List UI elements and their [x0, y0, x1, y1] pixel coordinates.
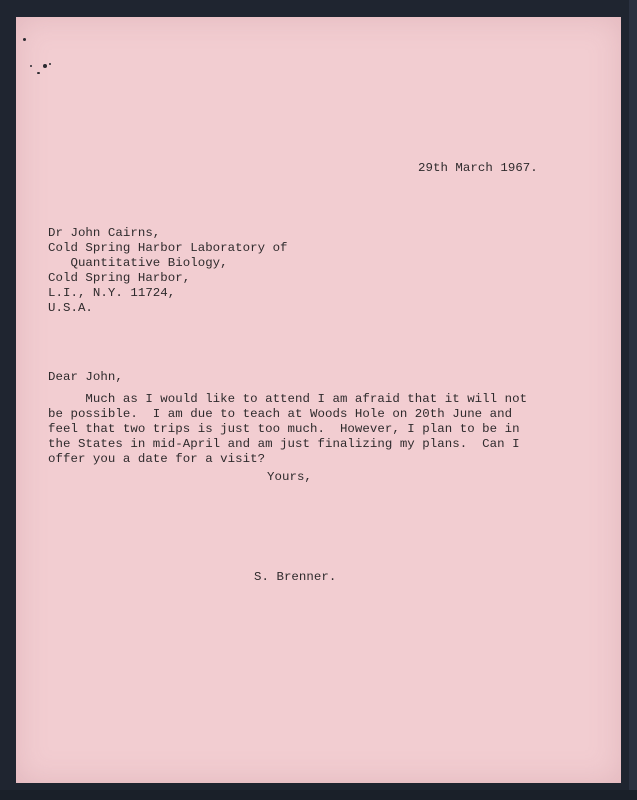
closing: Yours, — [267, 470, 312, 484]
paper-speck — [37, 72, 40, 74]
address-line: Cold Spring Harbor, — [48, 271, 191, 285]
address-line: Quantitative Biology, — [48, 256, 228, 270]
address-line: U.S.A. — [48, 301, 93, 315]
recipient-address — [48, 226, 288, 316]
paper-speck — [43, 64, 47, 68]
address-line: Dr John Cairns, — [48, 226, 161, 240]
signature-name: S. Brenner. — [254, 570, 337, 584]
address-line: L.I., N.Y. 11724, — [48, 286, 176, 300]
salutation: Dear John, — [48, 370, 123, 384]
scanner-edge-right — [629, 0, 637, 800]
address-line: Cold Spring Harbor Laboratory of — [48, 241, 288, 255]
letter-date: 29th March 1967. — [418, 161, 538, 175]
body-line: the States in mid-April and am just finalizing my plans. Can I — [48, 437, 520, 451]
body-line: feel that two trips is just too much. However, I plan to be in — [48, 422, 520, 436]
letter-body — [48, 392, 527, 467]
body-line: Much as I would like to attend I am afraid that it will not — [48, 392, 528, 406]
scanner-edge-bottom — [0, 790, 637, 800]
paper-speck — [49, 63, 51, 65]
paper-speck — [23, 38, 26, 41]
paper-speck — [30, 65, 32, 67]
body-line: be possible. I am due to teach at Woods Hole on 20th June and — [48, 407, 513, 421]
body-line: offer you a date for a visit? — [48, 452, 266, 466]
